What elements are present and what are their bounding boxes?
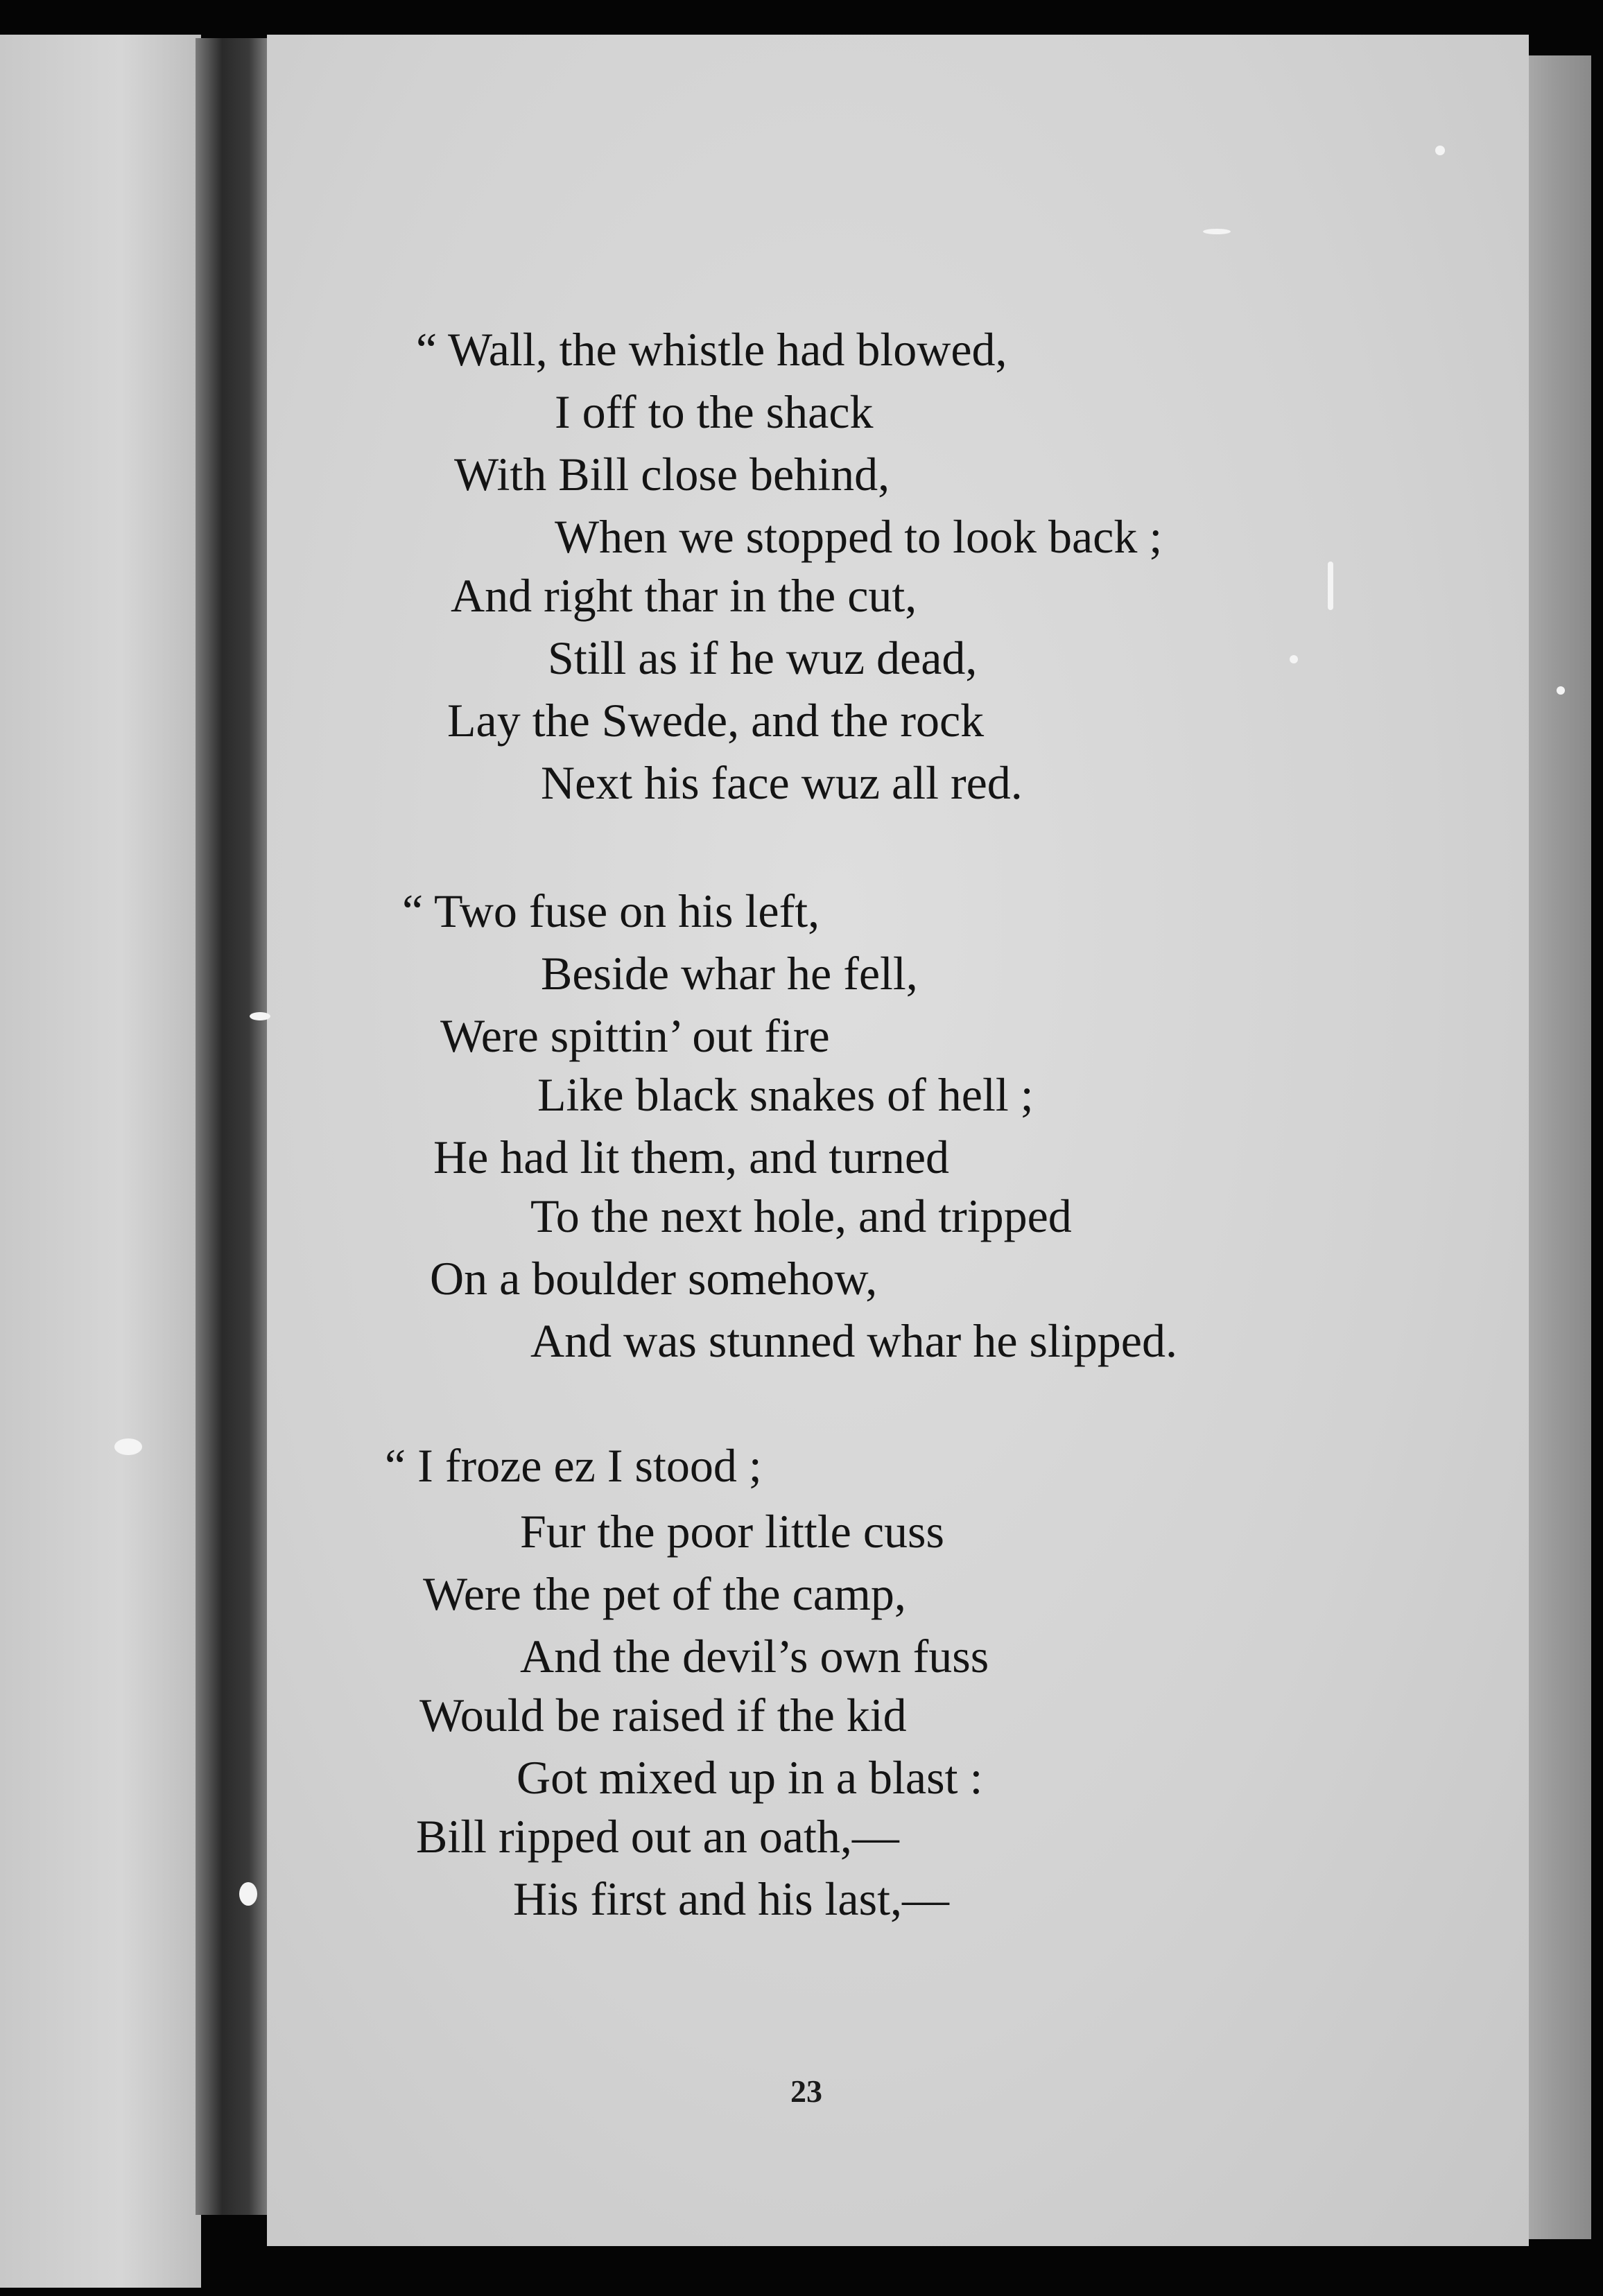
poem-line: “ I froze ez I stood ; bbox=[385, 1439, 762, 1492]
poem-line: Were the pet of the camp, bbox=[423, 1567, 906, 1620]
poem-line: “ Two fuse on his left, bbox=[402, 885, 820, 937]
poem-line: Still as if he wuz dead, bbox=[548, 632, 978, 684]
page-number: 23 bbox=[790, 2073, 822, 2109]
dust-speck bbox=[239, 1882, 257, 1906]
poem-line: Were spittin’ out fire bbox=[440, 1009, 830, 1062]
poem-line: When we stopped to look back ; bbox=[555, 510, 1163, 563]
poem-line: Next his face wuz all red. bbox=[541, 756, 1023, 809]
poem-line: Would be raised if the kid bbox=[419, 1689, 907, 1741]
dust-speck bbox=[1328, 562, 1333, 610]
poem-line: Lay the Swede, and the rock bbox=[447, 694, 985, 747]
poem-line: “ Wall, the whistle had blowed, bbox=[416, 323, 1007, 376]
dust-speck bbox=[1435, 146, 1445, 155]
poem-line: Fur the poor little cuss bbox=[520, 1505, 944, 1558]
poem-line: And the devil’s own fuss bbox=[520, 1630, 989, 1682]
poem-line: And right thar in the cut, bbox=[451, 569, 917, 622]
poem-line: And was stunned whar he slipped. bbox=[530, 1314, 1177, 1367]
dust-speck bbox=[1203, 229, 1231, 234]
dust-speck bbox=[1557, 686, 1565, 695]
dust-speck bbox=[1290, 655, 1298, 663]
poem-line: On a boulder somehow, bbox=[430, 1252, 878, 1305]
poem-line: He had lit them, and turned bbox=[433, 1131, 950, 1183]
poem-line: Beside whar he fell, bbox=[541, 947, 918, 1000]
poem-line: Like black snakes of hell ; bbox=[537, 1068, 1034, 1121]
dust-speck bbox=[250, 1012, 270, 1020]
dust-speck bbox=[114, 1438, 142, 1455]
poem-line: I off to the shack bbox=[555, 385, 874, 438]
poem-line: His first and his last,— bbox=[513, 1872, 949, 1925]
poem-line: Got mixed up in a blast : bbox=[517, 1751, 983, 1804]
poem-line: Bill ripped out an oath,— bbox=[416, 1810, 899, 1863]
poem-line: With Bill close behind, bbox=[454, 448, 890, 501]
poem-line: To the next hole, and tripped bbox=[530, 1190, 1072, 1242]
